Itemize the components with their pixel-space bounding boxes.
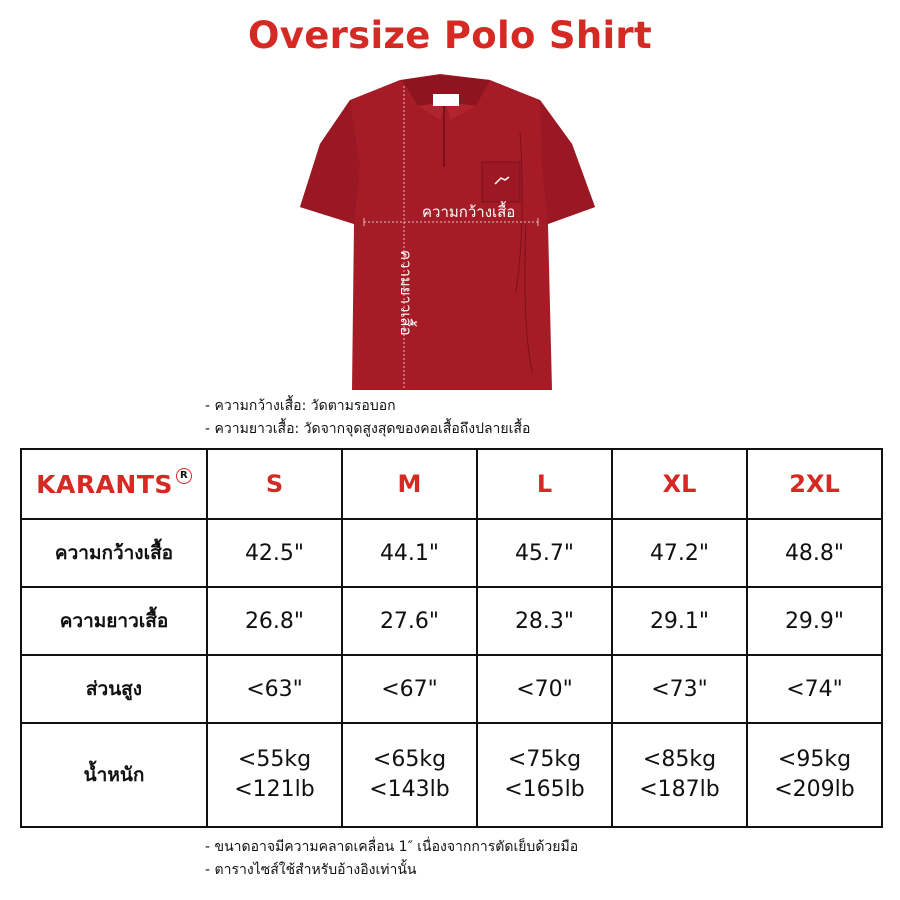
note-reference: - ตารางไซส์ใช้สำหรับอ้างอิงเท่านั้น bbox=[205, 862, 417, 878]
row-label-weight: น้ำหนัก bbox=[21, 723, 207, 827]
weight-lb: <143lb bbox=[369, 777, 450, 802]
weight-kg: <75kg bbox=[507, 747, 582, 772]
disclaimer-notes bbox=[205, 836, 578, 882]
note-tolerance: - ขนาดอาจมีความคลาดเคลื่อน 1″ เนื่องจากการตัดเย็บด้วยมือ bbox=[205, 839, 579, 855]
brand-cell bbox=[21, 449, 207, 519]
table-cell: 28.3" bbox=[477, 587, 612, 655]
polo-shirt-diagram bbox=[290, 72, 600, 397]
size-header-l: L bbox=[477, 449, 612, 519]
size-header-2xl: 2XL bbox=[747, 449, 882, 519]
weight-lb: <165lb bbox=[504, 777, 585, 802]
table-cell: 42.5" bbox=[207, 519, 342, 587]
table-row bbox=[21, 519, 882, 587]
brand-logo: KARANTS bbox=[36, 469, 173, 499]
weight-kg: <55kg bbox=[237, 747, 312, 772]
table-cell: <74" bbox=[747, 655, 882, 723]
polo-shirt-image bbox=[290, 72, 600, 397]
measurement-notes bbox=[205, 395, 530, 441]
table-cell: 47.2" bbox=[612, 519, 747, 587]
row-label-height: ส่วนสูง bbox=[21, 655, 207, 723]
table-cell: 45.7" bbox=[477, 519, 612, 587]
table-row bbox=[21, 587, 882, 655]
table-cell bbox=[477, 723, 612, 827]
table-cell: 27.6" bbox=[342, 587, 477, 655]
table-cell bbox=[342, 723, 477, 827]
table-cell: 44.1" bbox=[342, 519, 477, 587]
size-header-m: M bbox=[342, 449, 477, 519]
table-row bbox=[21, 655, 882, 723]
table-cell: <70" bbox=[477, 655, 612, 723]
table-row bbox=[21, 723, 882, 827]
table-cell: 29.1" bbox=[612, 587, 747, 655]
weight-kg: <95kg bbox=[777, 747, 852, 772]
row-label-width: ความกว้างเสื้อ bbox=[21, 519, 207, 587]
table-cell bbox=[747, 723, 882, 827]
size-header-s: S bbox=[207, 449, 342, 519]
row-label-length: ความยาวเสื้อ bbox=[21, 587, 207, 655]
table-cell: <73" bbox=[612, 655, 747, 723]
table-cell bbox=[612, 723, 747, 827]
weight-kg: <65kg bbox=[372, 747, 447, 772]
table-cell bbox=[207, 723, 342, 827]
note-length: - ความยาวเสื้อ: วัดจากจุดสูงสุดของคอเสื้อถึงปลายเสื้อ bbox=[205, 421, 531, 437]
weight-lb: <121lb bbox=[234, 777, 315, 802]
table-cell: 29.9" bbox=[747, 587, 882, 655]
width-measure-label: ความกว้างเสื้อ bbox=[422, 203, 516, 221]
table-cell: 26.8" bbox=[207, 587, 342, 655]
table-cell: <67" bbox=[342, 655, 477, 723]
table-cell: <63" bbox=[207, 655, 342, 723]
weight-kg: <85kg bbox=[642, 747, 717, 772]
registered-mark-icon: R bbox=[176, 468, 192, 484]
weight-lb: <209lb bbox=[774, 777, 855, 802]
length-measure-label: ความยาวเสื้อ bbox=[397, 250, 415, 336]
size-chart-table bbox=[20, 448, 883, 828]
note-width: - ความกว้างเสื้อ: วัดตามรอบอก bbox=[205, 398, 396, 414]
size-header-xl: XL bbox=[612, 449, 747, 519]
page-title: Oversize Polo Shirt bbox=[248, 14, 652, 57]
table-cell: 48.8" bbox=[747, 519, 882, 587]
weight-lb: <187lb bbox=[639, 777, 720, 802]
table-header-row bbox=[21, 449, 882, 519]
